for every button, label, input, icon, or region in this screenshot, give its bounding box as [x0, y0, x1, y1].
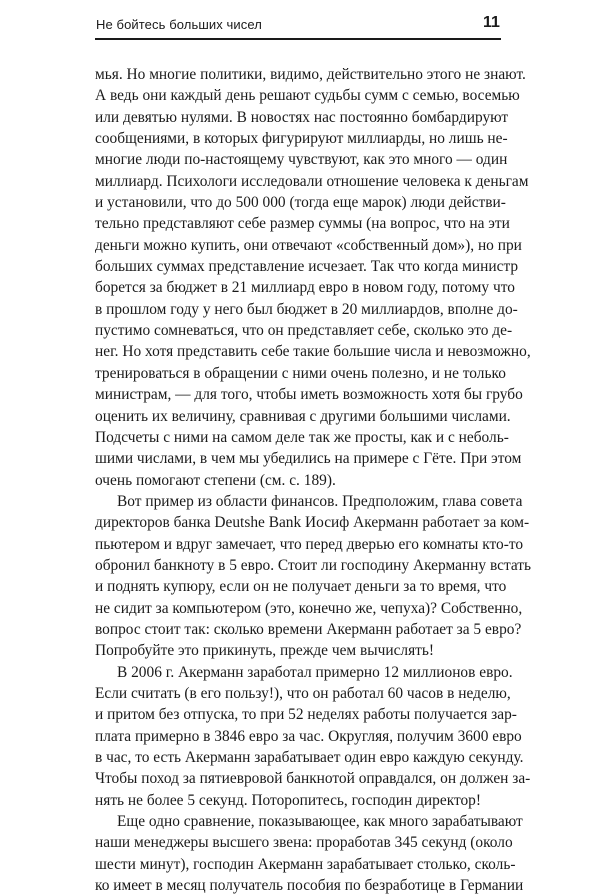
- text-line: больших суммах представление исчезает. Так что когда министр: [95, 258, 519, 276]
- page-number: 11: [483, 14, 500, 31]
- text-line: пустимо сомневаться, что он представляет себе, сколько это де-: [95, 322, 513, 340]
- text-line: Чтобы поход за пятиевровой банкнотой оправдался, он должен за-: [95, 770, 531, 788]
- running-title: Не бойтесь больших чисел: [96, 17, 262, 32]
- text-line: очень помогают степени (см. с. 189).: [95, 471, 336, 489]
- text-line: шести минут), господин Акерманн зарабатывает столько, сколь-: [95, 855, 516, 873]
- text-line: Если считать (в его пользу!), что он работал 60 часов в неделю,: [95, 684, 511, 702]
- text-line: тренироваться в обращении с ними очень полезно, и не только: [95, 364, 506, 382]
- text-line: и установили, что до 500 000 (тогда еще марок) люди действи-: [95, 194, 506, 212]
- text-line: деньги можно купить, они отвечают «собственный дом»), но при: [95, 236, 522, 254]
- text-line: и поднять купюру, если он не получает деньги за то время, что: [95, 578, 507, 596]
- text-line: и притом без отпуска, то при 52 неделях работы получается зар-: [95, 706, 517, 724]
- text-line: обронил банкноту в 5 евро. Стоит ли господину Акерманну встать: [95, 556, 532, 574]
- text-line: А ведь они каждый день решают судьбы сумм с семью, восемью: [95, 87, 520, 105]
- text-line: наши менеджеры высшего звена: проработав 345 секунд (около: [95, 834, 513, 852]
- text-line: нег. Но хотя представить себе такие большие числа и невозможно,: [95, 343, 531, 361]
- text-line: директоров банка Deutshe Bank Иосиф Акерманн работает за ком-: [95, 514, 530, 532]
- text-line: Подсчеты с ними на самом деле так же просты, как и с неболь-: [95, 428, 509, 446]
- text-line: борется за бюджет в 21 миллиард евро в новом году, потому что: [95, 279, 515, 297]
- text-line: не сидит за компьютером (это, конечно же, чепуха)? Собственно,: [95, 599, 523, 617]
- text-line: Еще одно сравнение, показывающее, как много зарабатывают: [117, 813, 523, 831]
- text-line: или девятью нулями. В новостях нас постоянно бомбардируют: [95, 108, 509, 126]
- text-line: шими числами, в чем мы убедились на примере с Гёте. При этом: [95, 450, 522, 468]
- text-line: плата примерно в 3846 евро за час. Округляя, получим 3600 евро: [95, 727, 522, 745]
- text-line: пьютером и вдруг замечает, что перед дверью его комнаты кто-то: [95, 535, 524, 553]
- text-line: В 2006 г. Акерманн заработал примерно 12 миллионов евро.: [117, 663, 513, 681]
- text-line: нять не более 5 секунд. Поторопитесь, господин директор!: [95, 791, 482, 809]
- text-line: тельно представляют себе размер суммы (на вопрос, что на эти: [95, 215, 510, 233]
- text-line: вопрос стоит так: сколько времени Акерманн работает за 5 евро?: [95, 620, 522, 638]
- text-line: оценить их величину, сравнивая с другими большими числами.: [95, 407, 511, 425]
- text-line: Попробуйте это прикинуть, прежде чем вычислять!: [95, 642, 435, 660]
- text-line: ко имеет в месяц получатель пособия по безработице в Германии: [95, 877, 524, 895]
- text-line: в час, то есть Акерманн зарабатывает один евро каждую секунду.: [95, 749, 524, 766]
- text-line: в прошлом году у него был бюджет в 20 миллиардов, вполне до-: [95, 300, 518, 318]
- text-line: миллиард. Психологи исследовали отношение человека к деньгам: [95, 172, 529, 190]
- text-line: сообщениями, в которых фигурируют миллиарды, но лишь не-: [95, 130, 508, 148]
- text-line: Вот пример из области финансов. Предположим, глава совета: [117, 492, 523, 510]
- text-line: министрам, — для того, чтобы иметь возможность хотя бы грубо: [95, 386, 523, 404]
- text-line: многие люди по-настоящему чувствуют, как это много — один: [95, 151, 508, 169]
- body-text: [95, 64, 532, 896]
- header-rule: [95, 38, 501, 40]
- text-line: мья. Но многие политики, видимо, действительно этого не знают.: [95, 66, 526, 83]
